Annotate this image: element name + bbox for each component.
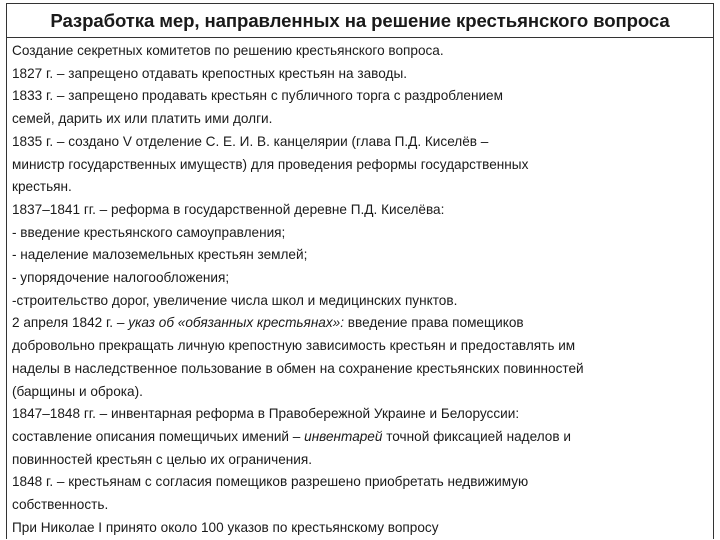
text-line: повинностей крестьян с целью их ограничения. <box>12 451 313 467</box>
text-line: При Николае I принято около 100 указов по крестьянскому вопросу <box>12 519 439 535</box>
table-body <box>7 38 713 539</box>
text-line: (барщины и оброка). <box>12 383 143 399</box>
text-segment: 2 апреля 1842 г. – <box>12 315 129 331</box>
text-line: Создание секретных комитетов по решению крестьянского вопроса. <box>12 43 444 58</box>
text-line: семей, дарить их или платить ими долги. <box>12 111 273 127</box>
text-line-mixed <box>12 312 709 335</box>
text-line: 1847–1848 гг. – инвентарная реформа в Правобережной Украине и Белоруссии: <box>12 406 520 422</box>
text-line: добровольно прекращать личную крепостную зависимость крестьян и предоставлять им <box>12 338 576 354</box>
emphasized-term: инвентарей <box>304 428 383 444</box>
text-line: 1848 г. – крестьянам с согласия помещиков разрешено приобретать недвижимую <box>12 474 529 490</box>
reforms-table <box>6 3 714 539</box>
text-line: крестьян. <box>12 179 72 195</box>
text-line: собственность. <box>12 497 109 513</box>
text-segment: точной фиксацией наделов и <box>382 428 571 444</box>
text-line: наделы в наследственное пользование в обмен на сохранение крестьянских повинностей <box>12 360 584 376</box>
text-line: -строительство дорог, увеличение числа школ и медицинских пунктов. <box>12 292 458 308</box>
text-line: 1833 г. – запрещено продавать крестьян с публичного торга с раздроблением <box>12 88 503 104</box>
text-line: - упорядочение налогообложения; <box>12 270 230 286</box>
text-segment: введение права помещиков <box>344 315 524 331</box>
text-segment: составление описания помещичьих имений – <box>12 428 305 444</box>
text-line: 1835 г. – создано V отделение С. Е. И. В. канцелярии (глава П.Д. Киселёв – <box>12 133 489 149</box>
text-line: 1827 г. – запрещено отдавать крепостных крестьян на заводы. <box>12 65 407 81</box>
table-header <box>7 4 713 38</box>
text-line: - наделение малоземельных крестьян землей; <box>12 247 308 263</box>
text-line: - введение крестьянского самоуправления; <box>12 224 286 240</box>
text-line: министр государственных имуществ) для проведения реформы государственных <box>12 156 529 172</box>
text-line-mixed <box>12 426 709 449</box>
table-title: Разработка мер, направленных на решение крестьянского вопроса <box>50 9 670 31</box>
emphasized-term: указ об «обязанных крестьянах»: <box>128 315 344 331</box>
text-line: 1837–1841 гг. – реформа в государственной деревне П.Д. Киселёва: <box>12 201 445 217</box>
